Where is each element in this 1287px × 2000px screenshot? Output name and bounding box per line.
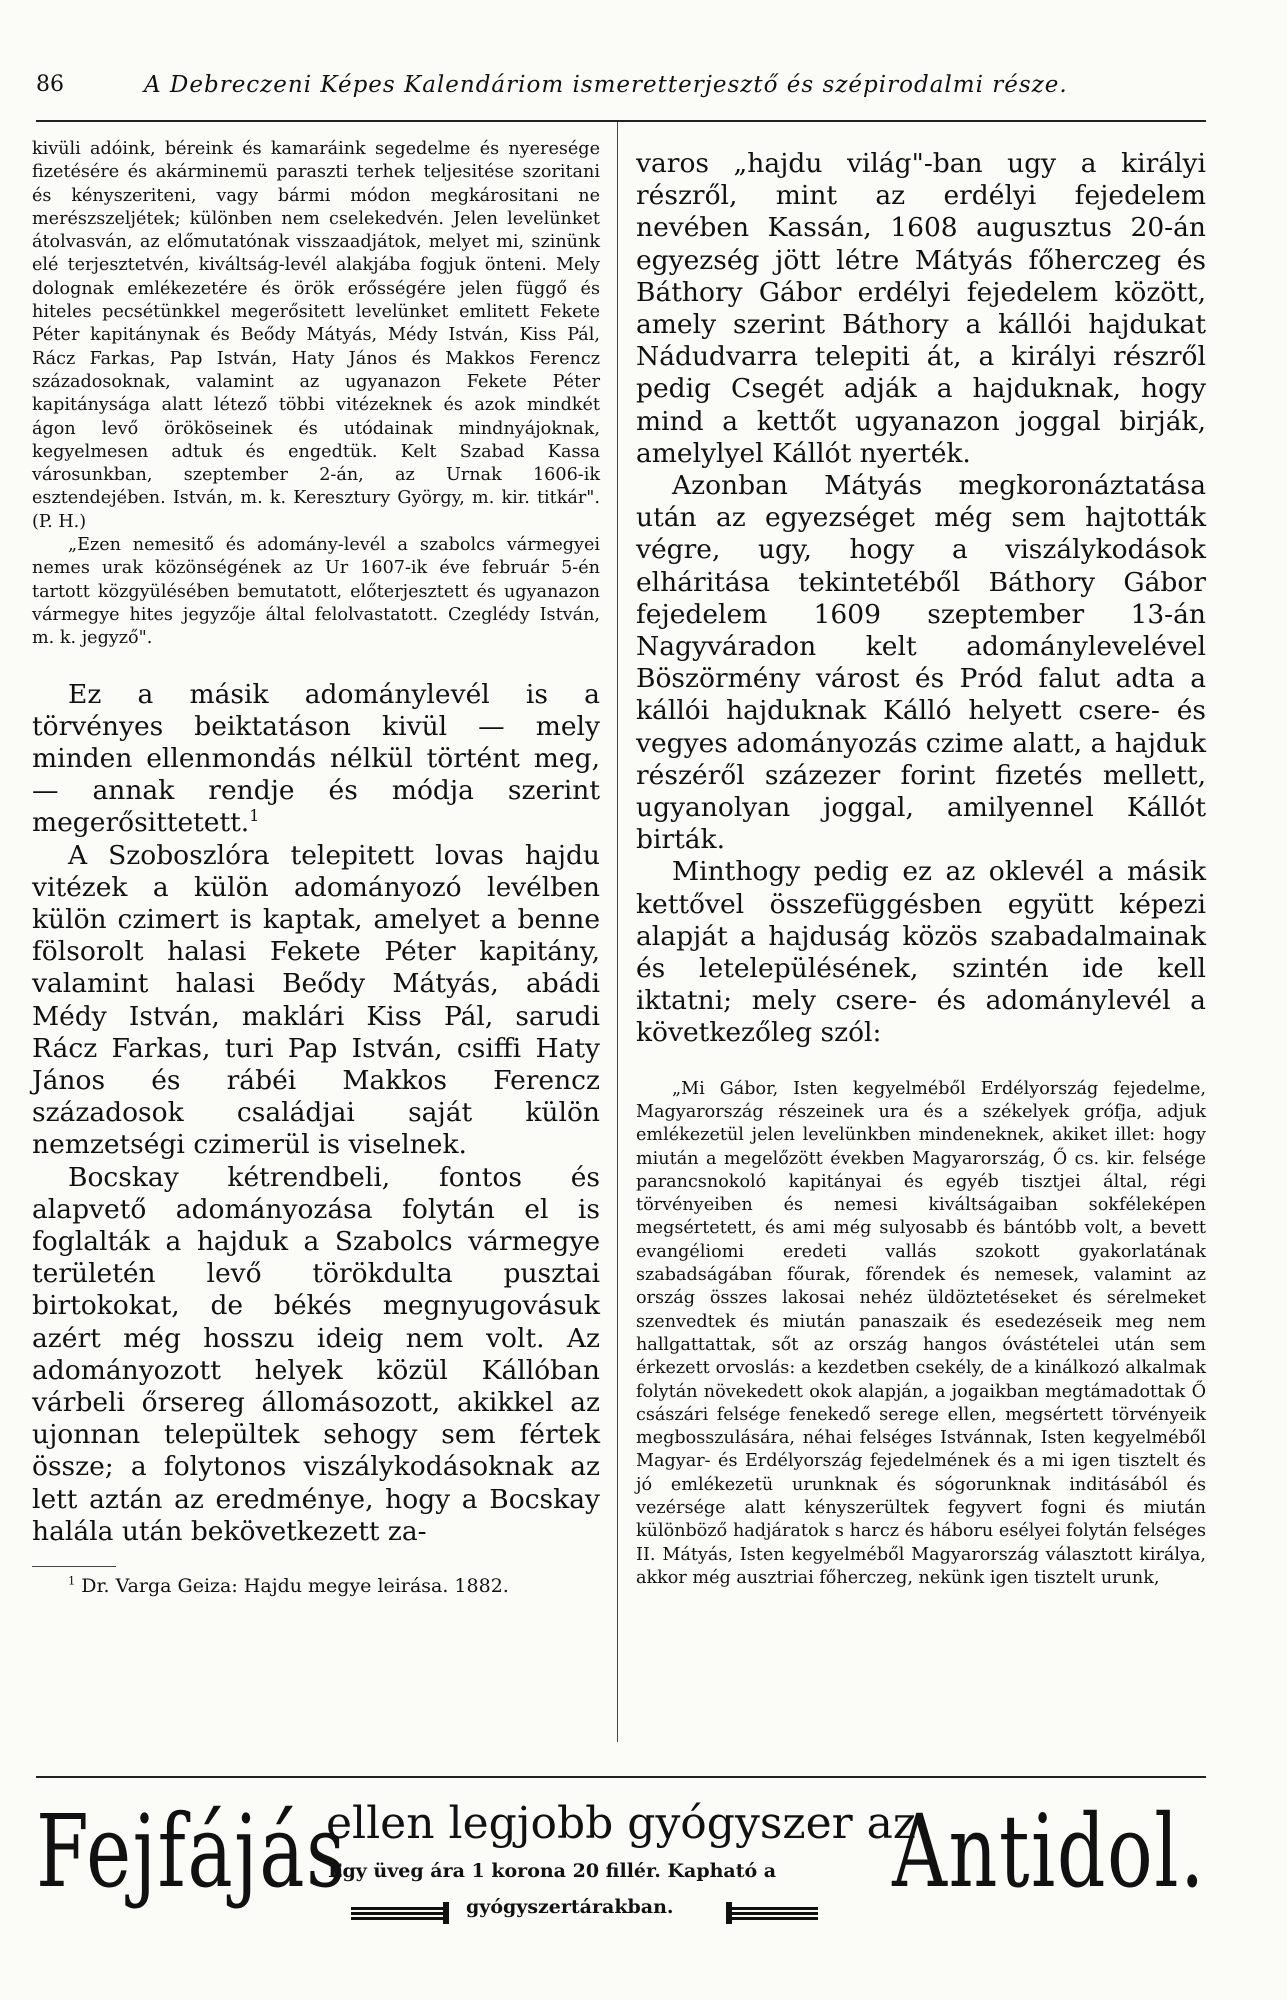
right-column	[636, 148, 1206, 1590]
ornament-line	[351, 1917, 449, 1920]
footnote-reference: 1	[249, 806, 260, 826]
ad-tagline: ellen legjobb gyógyszer az	[326, 1798, 917, 1849]
ad-ornament-right	[726, 1902, 818, 1924]
ornament-line	[351, 1912, 449, 1915]
body-paragraph: varos „hajdu világ"-ban ugy a királyi részről, mint az erdélyi fejedelem nevében Kassán, 1608 augusztus 20-án egyezség jött létre Mátyás főherczeg és Báthory Gábor erdélyi fejedelem között, amely szerint Báthory a kállói hajdukat Nádudvarra telepiti át, a királyi részről pedig Csegét adják a hajduknak, hogy mind a kettőt ugyanazon joggal birják, amelylyel Kállót nyerték.	[636, 148, 1206, 469]
advertisement-divider	[36, 1776, 1206, 1778]
left-column	[32, 138, 600, 1600]
ornament-line	[726, 1907, 818, 1910]
ad-where: gyógyszertárakban.	[466, 1896, 674, 1918]
footnote-mark: 1	[68, 1573, 76, 1588]
ad-product-name: Antidol.	[892, 1793, 1206, 1910]
footnote-text: Dr. Varga Geiza: Hajdu megye leirása. 1882.	[81, 1575, 509, 1598]
ornament-line	[726, 1917, 818, 1920]
charter-text-continued: kivüli adóink, béreink és kamaráink segedelme és nyeresége fizetésére és akárminemü paraszti terhek teljesitése szoritani és kényszeriteni, vagy bármi módon megkárositani ne merészszeljétek; különben nem cselekedvén. Jelen levelünket átolvasván, az előmutatónak visszaadjátok, melyet mi, szinünk elé terjesztetvén, kiváltság-levél alakjába fogjuk önteni. Mely dolognak emlékezetére és örök erősségére jelen függő és hiteles pecsétünkkel megerősitett levelünket emlitett Fekete Péter kapitánynak és Beődy Mátyás, Médy István, Kiss Pál, Rácz Farkas, Pap István, Haty János és Makkos Ferencz századosoknak, valamint az ugyanazon Fekete Péter kapitánysága alatt létező többi vitézeknek és azok mindkét ágon levő örököseinek és utódainak mindnyájoknak, kegyelmesen adtuk és engedtük. Kelt Szabad Kassa városunkban, szeptember 2-án, az Urnak 1606-ik esztendejében. István, m. k. Keresztury György, m. kir. titkár". (P. H.)	[32, 139, 600, 532]
body-paragraph-text: Ez a másik adománylevél is a törvényes beiktatáson kivül — mely minden ellenmondás nélkül történt meg, — annak rendje és módja szerint megerősittetett.	[32, 678, 600, 839]
footnote-divider	[32, 1566, 116, 1567]
footnote	[32, 1573, 600, 1600]
body-paragraph: Azonban Mátyás megkoronáztatása után az egyezséget még sem hajtották végre, ugy, hogy a viszálykodások elháritása tekintetéből Báthory Gábor fejedelem 1609 szeptember 13-án Nagyváradon kelt adománylevelével Böszörmény várost és Pród falut adta a kállói hajduknak Kálló helyett csere- és vegyes adományozás czime alatt, a hajduk részéről százezer forint fizetés mellett, ugyanolyan joggal, amilyennel Kállót birták.	[636, 470, 1206, 856]
ornament-line	[351, 1907, 449, 1910]
ad-ornament-left	[351, 1902, 449, 1924]
column-divider	[617, 122, 618, 1742]
body-paragraph	[32, 679, 600, 840]
charter-quotation: „Mi Gábor, Isten kegyelméből Erdélyország fejedelme, Magyarország részeinek ura és a székelyek grófja, adjuk emlékezetül jelen levelünkben mindeneknek, akiket illet: hogy miután a megelőzött években Magyarország, Ő cs. kir. felsége parancsnokoló kapitányai és egyéb tisztjei által, régi törvényeiben és nemesi kiváltságaiban sokféleképen megsértetett, és ami még sulyosabb és bántóbb volt, a bevett evangéliomi eredeti vallás szokott gyakorlatának szabadságában főurak, főrendek és nemesek, valamint az ország összes lakosai nehéz üldöztetéseket és sérelmeket szenvedtek és miután panaszaik és esedezéseik meg nem hallgattattak, sőt az ország hangos óvástételei után sem érkezett orvoslás: a kezdetben csekély, de a kinálkozó alkalmak folytán növekedett okok alapján, a jogaikban megtámadottak Ő császári felsége fenekedő serege ellen, megsértett törvényeik megbosszulására, néhai felséges Istvánnak, Isten kegyelméből Magyar- és Erdélyország fejedelmének és a mi igen tisztelt és jó emlékezetü urunknak és sógorunknak inditásából és vezérsége alatt kényszerültek fegyvert fogni és miután különböző hadjáratok s harcz és háboru esélyei folytán felséges II. Mátyás, Isten kegyelméből Magyarország választott királya, akkor még ausztriai főherczeg, nekünk igen tisztelt urunk,	[636, 1078, 1206, 1588]
body-paragraph: A Szoboszlóra telepitett lovas hajdu vitézek a külön adományozó levélben külön czimert is kaptak, amelyet a benne fölsorolt halasi Fekete Péter kapitány, valamint halasi Beődy Mátyás, abádi Médy István, maklári Kiss Pál, sarudi Rácz Farkas, turi Pap István, csiffi Haty János és rábéi Makkos Ferencz századosok családjai saját külön nemzetségi czimerül is viselnek.	[32, 839, 600, 1161]
ornament-line	[726, 1912, 818, 1915]
page-number: 86	[36, 72, 64, 97]
body-paragraph: Bocskay kétrendbeli, fontos és alapvető adományozása folytán el is foglalták a hajduk a Szabolcs vármegye területén levő törökdulta pusztai birtokokat, de békés megnyugovásuk azért még hosszu ideig nem volt. Az adományozott helyek közül Kállóban várbeli őrsereg állomásozott, akikkel az ujonnan települtek sehogy sem fértek össze; a folytonos viszálykodásoknak az lett aztán az eredménye, hogy a Bocskay halála után bekövetkezett za-	[32, 1161, 600, 1547]
running-header	[36, 60, 1206, 122]
ad-headline-left: Fejfájás	[36, 1793, 347, 1910]
ornament-post	[443, 1902, 449, 1924]
ad-price: Egy üveg ára 1 korona 20 fillér. Kapható a	[328, 1860, 777, 1882]
charter-registration-note: „Ezen nemesitő és adomány-levél a szabolcs vármegyei nemes urak közönségének az Ur 1607-ik éve február 5-én tartott közgyülésében bemutatott, előterjesztett és ugyanazon vármegye hites jegyzője által felolvastatott. Czeglédy István, m. k. jegyző".	[32, 535, 600, 649]
body-paragraph: Minthogy pedig ez az oklevél a másik kettővel összefüggésben együtt képezi alapját a hajduság közös szabadalmainak és letelepülésének, szintén ide kell iktatni; mely csere- és adománylevél a következőleg szól:	[636, 856, 1206, 1049]
advertisement	[36, 1790, 1206, 1940]
running-title: A Debreczeni Képes Kalendáriom ismeretterjesztő és szépirodalmi része.	[144, 72, 1068, 98]
